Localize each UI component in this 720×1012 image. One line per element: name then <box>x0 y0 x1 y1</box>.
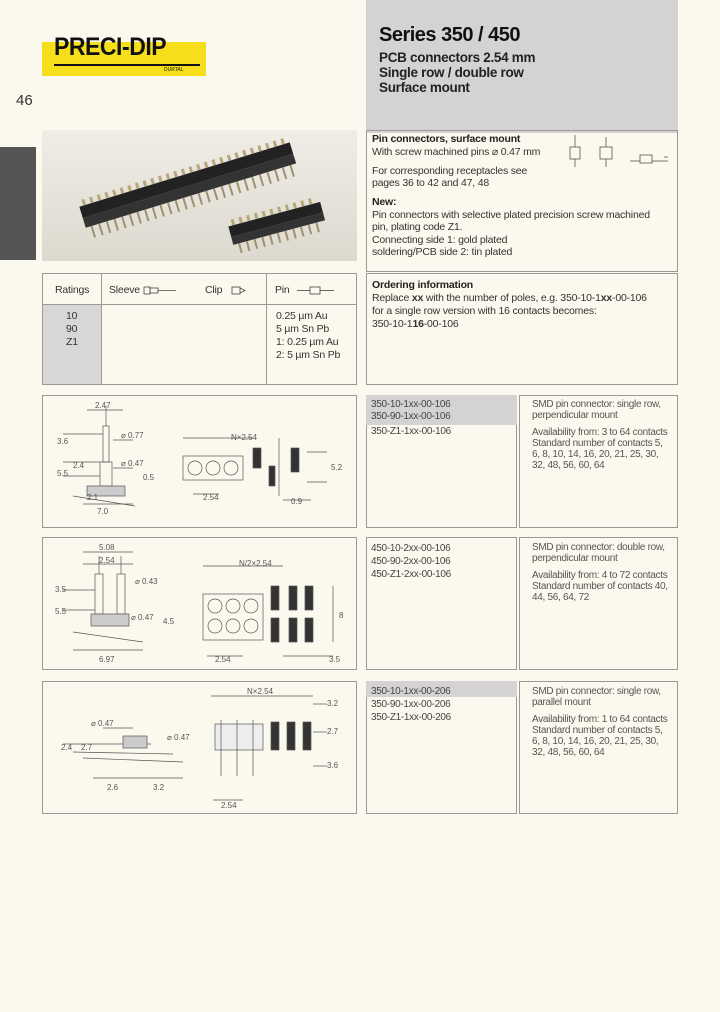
product-2-code-1: 450-10-2xx-00-106 <box>371 543 451 554</box>
sleeve-header: Sleeve <box>109 284 140 296</box>
product-1-avail-2: Standard number of contacts 5, <box>532 438 663 449</box>
product-2-desc-2: perpendicular mount <box>532 553 618 564</box>
p2-dim-4: ⌀ 0.47 <box>131 613 154 622</box>
product-1-desc-1: SMD pin connector: single row, <box>532 399 661 410</box>
p3-dim-5: 3.2 <box>153 783 165 792</box>
clip-header: Clip <box>205 284 223 296</box>
rating-code-90: 90 <box>66 323 78 335</box>
info-recept-2: pages 36 to 42 and 47, 48 <box>372 177 490 189</box>
sleeve-icon <box>143 285 177 297</box>
header-line-3: Surface mount <box>379 80 470 95</box>
logo-underline <box>54 64 200 66</box>
p2-dim-2: 2.54 <box>99 556 115 565</box>
pin-profile-icons <box>564 133 672 173</box>
product-1-avail-4: 32, 48, 56, 60, 64 <box>532 460 605 471</box>
product-3-desc-2: parallel mount <box>532 697 591 708</box>
product-3-avail-1: Availability from: 1 to 64 contacts <box>532 714 668 725</box>
product-2-drawing-box <box>42 537 357 670</box>
product-3-desc-1: SMD pin connector: single row, <box>532 686 661 697</box>
p1-dim-8: 2.1 <box>87 493 99 502</box>
p3-dim-11: ⌀ 0.47 <box>167 733 190 742</box>
p3-dim-7: 3.2 <box>327 699 339 708</box>
product-1-code-2: 350-90-1xx-00-106 <box>371 411 451 422</box>
product-1-avail-3: 6, 8, 10, 14, 16, 20, 21, 25, 30, <box>532 449 659 460</box>
rating-code-10: 10 <box>66 310 78 322</box>
header-line-1: PCB connectors 2.54 mm <box>379 50 536 65</box>
info-new-heading: New: <box>372 196 397 208</box>
clip-icon <box>231 285 247 297</box>
product-2-drawing <box>43 538 356 669</box>
p2-dim-11: 2.54 <box>215 655 231 664</box>
p3-dim-1: ⌀ 0.47 <box>91 719 114 728</box>
ratings-header-divider <box>42 304 357 305</box>
product-3-code-2: 350-90-1xx-00-206 <box>371 699 451 710</box>
info-new-line-4: soldering/PCB side 2: tin plated <box>372 246 513 258</box>
p1-dim-1: 2.47 <box>95 401 111 410</box>
p1-dim-3: ⌀ 0.47 <box>121 459 144 468</box>
ordering-line-3: 350-10-116-00-106 <box>372 318 459 330</box>
product-2-avail-1: Availability from: 4 to 72 contacts <box>532 570 668 581</box>
page-number: 46 <box>16 92 33 109</box>
ordering-line-1: Replace xx with the number of poles, e.g. 350-10-1xx-00-106 <box>372 292 647 304</box>
product-1-code-1: 350-10-1xx-00-106 <box>371 399 451 410</box>
product-1-drawing-box <box>42 395 357 528</box>
product-3-code-3: 350-Z1-1xx-00-206 <box>371 712 451 723</box>
p3-dim-8: 2.7 <box>327 727 339 736</box>
p2-dim-1: 5.08 <box>99 543 115 552</box>
product-2-code-2: 450-90-2xx-00-106 <box>371 556 451 567</box>
p1-dim-5: 2.4 <box>73 461 85 470</box>
product-photo <box>42 130 357 261</box>
ratings-divider-1 <box>101 273 102 385</box>
product-3-avail-2: Standard number of contacts 5, <box>532 725 663 736</box>
p2-dim-5: 3.5 <box>55 585 67 594</box>
pin-value-3: 1: 0.25 µm Au <box>276 336 339 348</box>
product-2-code-3: 450-Z1-2xx-00-106 <box>371 569 451 580</box>
ordering-line-2: for a single row version with 16 contacts becomes: <box>372 305 597 317</box>
product-2-desc-1: SMD pin connector: double row, <box>532 542 665 553</box>
p2-dim-8: 6.97 <box>99 655 115 664</box>
ratings-divider-2 <box>266 273 267 385</box>
p2-dim-12: 3.5 <box>329 655 341 664</box>
pin-header: Pin <box>275 284 290 296</box>
p3-dim-3: 2.7 <box>81 743 93 752</box>
p1-dim-4: 3.6 <box>57 437 69 446</box>
p1-dim-12: 0.9 <box>291 497 303 506</box>
p3-dim-6: N×2.54 <box>247 687 274 696</box>
product-1-desc-2: perpendicular mount <box>532 410 618 421</box>
p3-dim-9: 3.6 <box>327 761 339 770</box>
product-1-avail-1: Availability from: 3 to 64 contacts <box>532 427 668 438</box>
info-line-1: With screw machined pins ⌀ 0.47 mm <box>372 146 541 158</box>
product-2-avail-2: Standard number of contacts 40, <box>532 581 668 592</box>
p1-dim-7: 0.5 <box>143 473 155 482</box>
info-new-line-1: Pin connectors with selective plated precision screw machined <box>372 209 650 221</box>
p1-dim-11: 5.2 <box>331 463 343 472</box>
p2-dim-9: N/2×2.54 <box>239 559 272 568</box>
product-3-code-1: 350-10-1xx-00-206 <box>371 686 451 697</box>
p2-dim-3: ⌀ 0.43 <box>135 577 158 586</box>
logo-sub: DURTAL <box>164 67 184 73</box>
p2-dim-6: 5.5 <box>55 607 67 616</box>
info-recept-1: For corresponding receptacles see <box>372 165 528 177</box>
p3-dim-4: 2.6 <box>107 783 119 792</box>
info-heading: Pin connectors, surface mount <box>372 133 521 145</box>
pin-value-4: 2: 5 µm Sn Pb <box>276 349 341 361</box>
p1-dim-6: 5.5 <box>57 469 69 478</box>
series-title: Series 350 / 450 <box>379 24 521 46</box>
pin-value-1: 0.25 µm Au <box>276 310 328 322</box>
rating-code-z1: Z1 <box>66 336 78 348</box>
p1-dim-2: ⌀ 0.77 <box>121 431 144 440</box>
info-new-line-2: pin, plating code Z1. <box>372 221 463 233</box>
p1-dim-10: N×2.54 <box>231 433 258 442</box>
pin-icon <box>296 285 336 297</box>
p3-dim-10: 2.54 <box>221 801 237 810</box>
ordering-heading: Ordering information <box>372 279 474 291</box>
product-3-avail-4: 32, 48, 56, 60, 64 <box>532 747 605 758</box>
pin-value-2: 5 µm Sn Pb <box>276 323 330 335</box>
p1-dim-9: 7.0 <box>97 507 109 516</box>
p1-dim-13: 2.54 <box>203 493 219 502</box>
info-new-line-3: Connecting side 1: gold plated <box>372 234 508 246</box>
product-3-drawing-box <box>42 681 357 814</box>
p2-dim-7: 4.5 <box>163 617 175 626</box>
ratings-header: Ratings <box>55 284 90 296</box>
product-3-drawing <box>43 682 356 813</box>
product-1-code-3: 350-Z1-1xx-00-106 <box>371 426 451 437</box>
product-3-avail-3: 6, 8, 10, 14, 16, 20, 21, 25, 30, <box>532 736 659 747</box>
p2-dim-10: 8 <box>339 611 344 620</box>
p3-dim-2: 2.4 <box>61 743 73 752</box>
product-2-avail-3: 44, 56, 64, 72 <box>532 592 589 603</box>
header-line-2: Single row / double row <box>379 65 524 80</box>
logo-text: PRECI-DIP <box>54 33 167 61</box>
side-tab <box>0 147 36 260</box>
product-1-drawing <box>43 396 356 527</box>
